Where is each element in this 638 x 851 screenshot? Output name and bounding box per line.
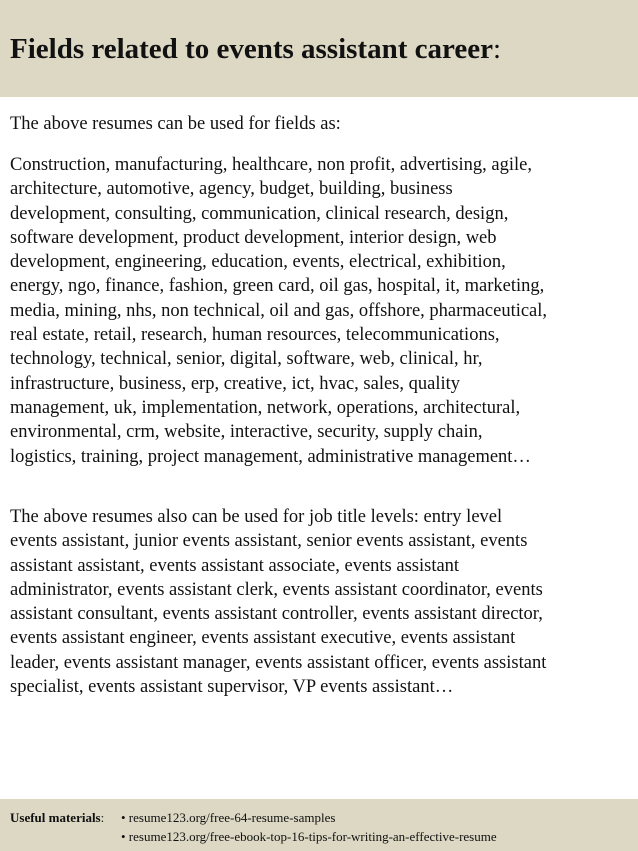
job-levels-line: events assistant, junior events assistant, senior events assistant, events [10, 531, 528, 552]
fields-line: logistics, training, project management, administrative management… [10, 446, 531, 467]
fields-line: infrastructure, business, erp, creative, ict, hvac, sales, quality [10, 373, 461, 394]
useful-materials-label-text: Useful materials [10, 810, 101, 825]
useful-materials-label [10, 810, 104, 826]
fields-line: environmental, crm, website, interactive, security, supply chain, [10, 422, 483, 443]
fields-line: development, consulting, communication, clinical research, design, [10, 203, 509, 224]
fields-line: technology, technical, senior, digital, software, web, clinical, hr, [10, 349, 483, 370]
intro-text: The above resumes can be used for fields as: [10, 114, 341, 134]
fields-line: Construction, manufacturing, healthcare, non profit, advertising, agile, [10, 155, 532, 175]
job-levels-line: assistant consultant, events assistant controller, events assistant director, [10, 604, 543, 625]
job-levels-line: events assistant engineer, events assistant executive, events assistant [10, 628, 516, 649]
useful-materials-label-colon: : [100, 810, 105, 825]
fields-line: architecture, automotive, agency, budget, building, business [10, 179, 453, 200]
job-levels-line: leader, events assistant manager, events assistant officer, events assistant [10, 652, 547, 673]
resume-samples-link[interactable]: • resume123.org/free-64-resume-samples [121, 810, 336, 825]
job-levels-paragraph [10, 505, 546, 699]
fields-line: development, engineering, education, events, electrical, exhibition, [10, 252, 506, 273]
job-levels-line: assistant assistant, events assistant associate, events assistant [10, 555, 460, 576]
fields-line: real estate, retail, research, human resources, telecommunications, [10, 325, 500, 346]
fields-line: media, mining, nhs, non technical, oil and gas, offshore, pharmaceutical, [10, 300, 548, 321]
job-levels-line: administrator, events assistant clerk, events assistant coordinator, events [10, 579, 543, 600]
page-title-text: Fields related to events assistant career [10, 33, 493, 65]
fields-line: management, uk, implementation, network, operations, architectural, [10, 397, 521, 418]
page-title [10, 32, 501, 66]
fields-line: energy, ngo, finance, fashion, green card, oil gas, hospital, it, marketing, [10, 276, 545, 297]
job-levels-line: The above resumes also can be used for job title levels: entry level [10, 507, 503, 527]
page-title-colon: : [492, 33, 502, 65]
fields-paragraph [10, 153, 547, 469]
ebook-tips-link[interactable]: • resume123.org/free-ebook-top-16-tips-for-writing-an-effective-resume [121, 829, 497, 844]
job-levels-line: specialist, events assistant supervisor, VP events assistant… [10, 677, 454, 698]
fields-line: software development, product development, interior design, web [10, 227, 497, 248]
